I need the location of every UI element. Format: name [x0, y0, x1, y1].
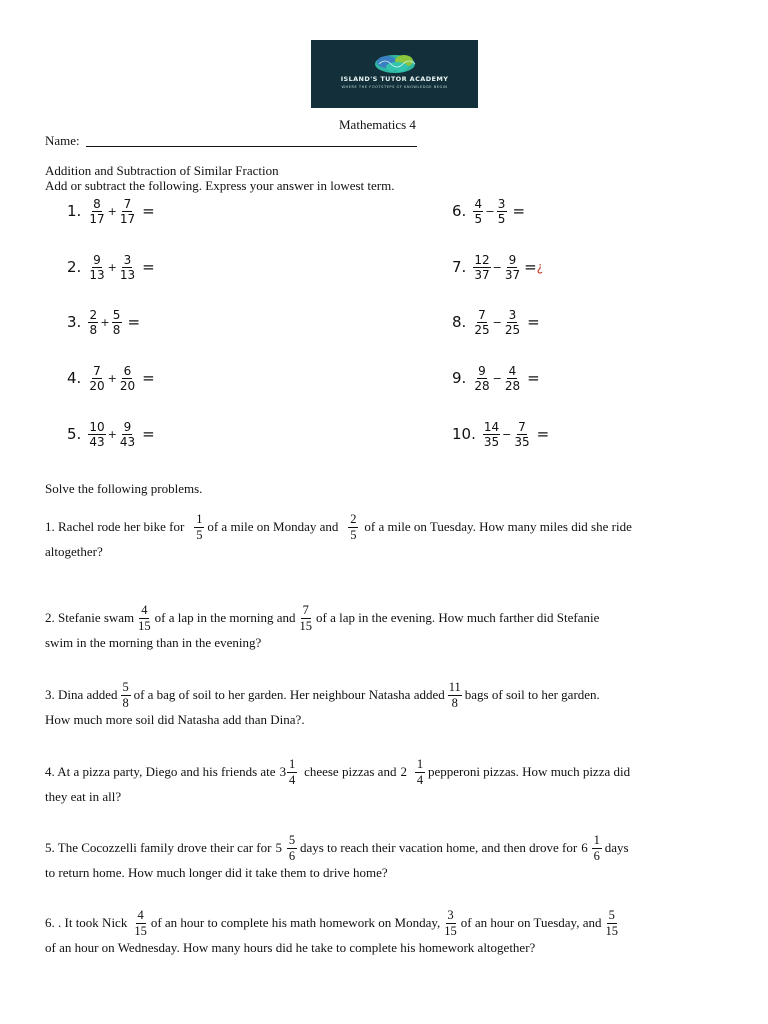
- problem-text: 3. Dina added: [45, 687, 118, 702]
- exercise-number: 10.: [452, 425, 476, 443]
- problem-text: How much more soil did Natasha add than Dina?.: [45, 712, 305, 727]
- mixed-number: 2 $\frac{1}{4}$: [400, 757, 424, 787]
- problem-text: 4. At a pizza party, Diego and his friends ate: [45, 764, 276, 779]
- problem-text: days: [604, 840, 629, 855]
- fraction: $\frac{1}{5}$: [196, 512, 203, 542]
- problem-text: days to reach their vacation home, and then drove for: [299, 840, 578, 855]
- fraction: $\frac{2}{8}$: [89, 307, 98, 337]
- problem-text: 2. Stefanie swam: [45, 610, 135, 625]
- equals-sign: =: [512, 202, 526, 220]
- operator: +: [107, 260, 117, 274]
- fraction: $\frac{6}{20}$: [119, 363, 136, 393]
- fraction: $\frac{7}{15}$: [299, 603, 312, 633]
- equals-sign: =: [142, 258, 155, 276]
- problem-text: of a bag of soil to her garden. Her neighbour Natasha added: [133, 687, 445, 702]
- problem-text: to return home. How much longer did it take them to drive home?: [45, 865, 388, 880]
- operator: −: [492, 260, 502, 274]
- problem-text: pepperoni pizzas. How much pizza did: [427, 764, 631, 779]
- question-mark: ¿: [536, 260, 544, 274]
- fraction: $\frac{3}{25}$: [504, 307, 521, 337]
- problem-text: swim in the morning than in the evening?: [45, 635, 262, 650]
- fraction: $\frac{9}{13}$: [89, 252, 105, 282]
- operator: +: [107, 204, 117, 218]
- exercise-item: [67, 363, 155, 393]
- equals-sign: =: [527, 313, 540, 331]
- name-line[interactable]: [86, 146, 417, 147]
- fraction: $\frac{4}{15}$: [134, 908, 147, 938]
- problem-text: altogether?: [45, 544, 103, 559]
- mixed-number: 3 $\frac{1}{4}$: [279, 757, 296, 787]
- fraction: $\frac{3}{5}$: [497, 196, 506, 226]
- operator: −: [492, 315, 502, 329]
- exercise-item: [452, 307, 540, 337]
- exercise-item: [67, 252, 155, 282]
- operator: −: [502, 427, 512, 441]
- fraction: $\frac{5}{8}$: [122, 680, 129, 710]
- exercise-item: [67, 419, 155, 449]
- exercise-number: 1.: [67, 202, 82, 220]
- fraction: $\frac{9}{43}$: [119, 419, 136, 449]
- exercise-number: 8.: [452, 313, 467, 331]
- problem-text: 5. The Cocozzelli family drove their car for: [45, 840, 272, 855]
- problems-heading: Solve the following problems.: [45, 481, 203, 496]
- fraction: $\frac{4}{15}$: [138, 603, 151, 633]
- problem-text: of an hour on Tuesday, and: [460, 915, 602, 930]
- operator: −: [485, 204, 495, 218]
- fraction: $\frac{3}{15}$: [444, 908, 457, 938]
- exercise-number: 6.: [452, 202, 467, 220]
- exercise-item: [67, 307, 140, 337]
- problem-text: of a mile on Monday and: [207, 519, 339, 534]
- equals-sign: =: [536, 425, 550, 443]
- exercise-number: 5.: [67, 425, 82, 443]
- fraction: $\frac{12}{37}$: [474, 252, 490, 282]
- exercise-item: [67, 196, 155, 226]
- exercise-number: 3.: [67, 313, 82, 331]
- exercise-item: [452, 363, 540, 393]
- problem-text: of an hour to complete his math homework on Monday,: [150, 915, 441, 930]
- fraction: $\frac{1}{4}$: [288, 757, 296, 787]
- fraction: $\frac{2}{5}$: [350, 512, 357, 542]
- fraction: $\frac{5}{15}$: [605, 908, 618, 938]
- operator: +: [100, 315, 110, 329]
- problem-text: bags of soil to her garden.: [464, 687, 600, 702]
- fraction: $\frac{11}{8}$: [448, 680, 461, 710]
- fraction: $\frac{10}{43}$: [89, 419, 105, 449]
- problem-text: of a lap in the morning and: [154, 610, 296, 625]
- name-label: Name:: [45, 133, 80, 148]
- academy-logo: [311, 40, 478, 108]
- fraction: $\frac{1}{4}$: [416, 757, 424, 787]
- problem-6: [45, 908, 745, 958]
- section-title: Addition and Subtraction of Similar Fraction: [45, 163, 279, 178]
- fraction: $\frac{7}{17}$: [119, 196, 136, 226]
- problem-text: cheese pizzas and: [304, 764, 397, 779]
- operator: −: [492, 371, 502, 385]
- problem-1: [45, 512, 735, 562]
- operator: +: [107, 427, 117, 441]
- problem-5: [45, 833, 735, 883]
- exercise-item: [452, 196, 525, 226]
- problem-text: of a mile on Tuesday. How many miles did she ride: [364, 519, 632, 534]
- instructions: Add or subtract the following. Express your answer in lowest term.: [45, 178, 395, 193]
- mixed-number: 6 $\frac{1}{6}$: [581, 833, 600, 863]
- problem-3: [45, 680, 735, 730]
- problem-text: of an hour on Wednesday. How many hours did he take to complete his homework altogether?: [45, 940, 536, 955]
- fraction: $\frac{7}{25}$: [474, 307, 490, 337]
- logo-title: ISLAND'S TUTOR ACADEMY: [340, 75, 449, 83]
- equals-sign: =: [142, 369, 155, 387]
- problem-text: of a lap in the evening. How much farther did Stefanie: [315, 610, 600, 625]
- fraction: $\frac{3}{13}$: [119, 252, 136, 282]
- exercise-number: 4.: [67, 369, 82, 387]
- operator: +: [107, 371, 117, 385]
- problem-text: 1. Rachel rode her bike for: [45, 519, 185, 534]
- exercise-number: 9.: [452, 369, 467, 387]
- problem-text: 6. . It took Nick: [45, 915, 128, 930]
- problem-4: [45, 757, 735, 807]
- equals-sign: =: [527, 369, 540, 387]
- mixed-number: 5 $\frac{5}{6}$: [275, 833, 296, 863]
- fraction: $\frac{7}{20}$: [89, 363, 105, 393]
- fraction: $\frac{14}{35}$: [483, 419, 500, 449]
- fraction: $\frac{5}{6}$: [288, 833, 296, 863]
- exercise-item: [452, 252, 543, 282]
- fraction: $\frac{4}{28}$: [504, 363, 521, 393]
- equals-sign: =: [142, 202, 155, 220]
- brain-icon: [311, 40, 478, 108]
- logo-tagline: WHERE THE FOOTSTEPS OF KNOWLEDGE BEGIN: [341, 85, 448, 89]
- equals-sign: =: [142, 425, 155, 443]
- exercise-number: 7.: [452, 258, 467, 276]
- subject-title: Mathematics 4: [339, 117, 416, 132]
- fraction: $\frac{4}{5}$: [474, 196, 483, 226]
- fraction: $\frac{9}{37}$: [504, 252, 521, 282]
- fraction: $\frac{1}{6}$: [593, 833, 600, 863]
- fraction: $\frac{8}{17}$: [89, 196, 105, 226]
- problem-text: they eat in all?: [45, 789, 122, 804]
- equals-sign: =: [127, 313, 141, 331]
- equals-sign: =: [524, 258, 537, 276]
- fraction: $\frac{5}{8}$: [112, 307, 121, 337]
- exercise-number: 2.: [67, 258, 82, 276]
- fraction: $\frac{9}{28}$: [474, 363, 490, 393]
- problem-2: [45, 603, 735, 653]
- exercise-item: [452, 419, 549, 449]
- fraction: $\frac{7}{35}$: [514, 419, 530, 449]
